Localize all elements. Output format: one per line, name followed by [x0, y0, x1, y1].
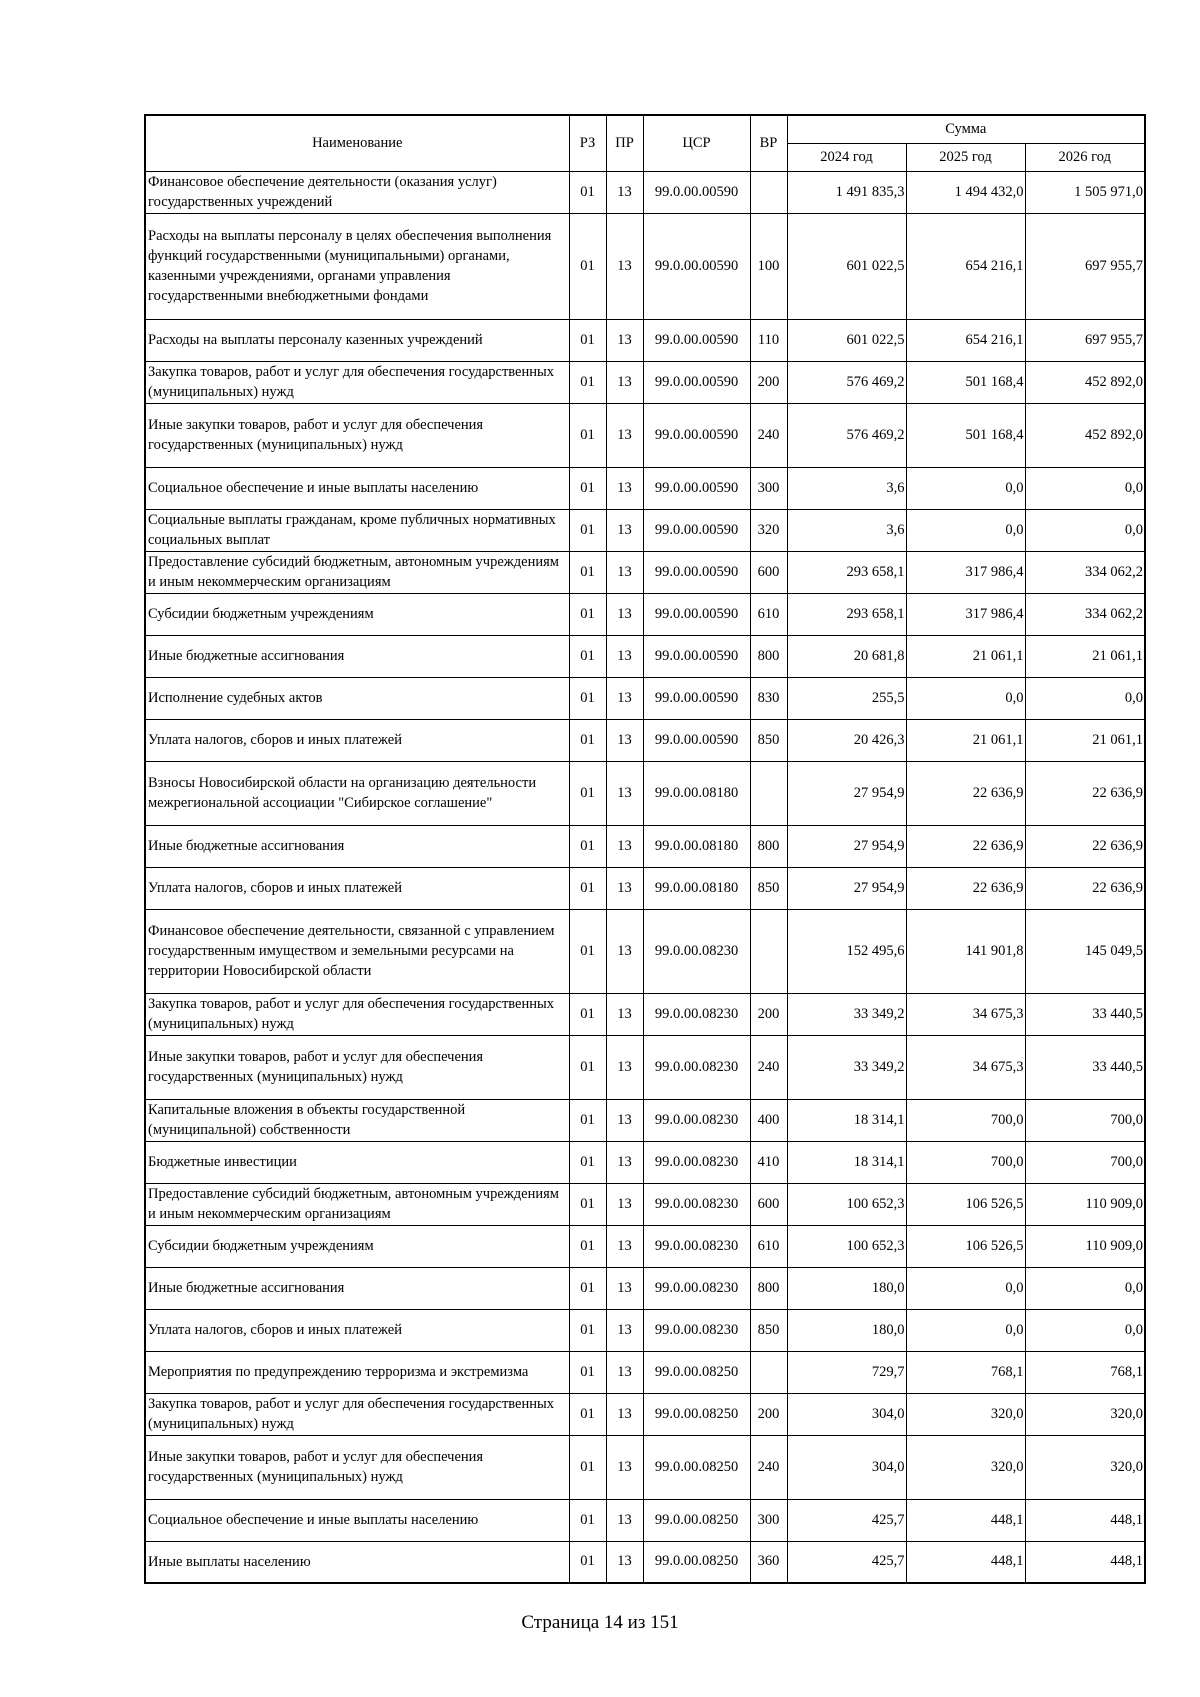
row-rz: 01 [569, 213, 606, 319]
table-row [145, 719, 1145, 761]
row-csr: 99.0.00.08180 [643, 825, 750, 867]
row-vr: 800 [750, 825, 787, 867]
row-pr: 13 [606, 551, 643, 593]
row-name: Исполнение судебных актов [145, 677, 569, 719]
row-sum-2024: 425,7 [787, 1541, 906, 1583]
row-sum-2024: 27 954,9 [787, 825, 906, 867]
table-row [145, 1499, 1145, 1541]
row-csr: 99.0.00.08250 [643, 1541, 750, 1583]
row-name: Социальные выплаты гражданам, кроме публичных нормативных социальных выплат [145, 509, 569, 551]
table-row [145, 171, 1145, 213]
row-vr [750, 761, 787, 825]
row-rz: 01 [569, 867, 606, 909]
row-rz: 01 [569, 551, 606, 593]
row-name: Взносы Новосибирской области на организацию деятельности межрегиональной ассоциации "Сибирское соглашение" [145, 761, 569, 825]
row-sum-2026: 0,0 [1025, 1309, 1145, 1351]
row-vr: 610 [750, 593, 787, 635]
row-sum-2026: 334 062,2 [1025, 593, 1145, 635]
row-rz: 01 [569, 1541, 606, 1583]
row-name: Закупка товаров, работ и услуг для обеспечения государственных (муниципальных) нужд [145, 1393, 569, 1435]
row-sum-2024: 100 652,3 [787, 1225, 906, 1267]
row-pr: 13 [606, 403, 643, 467]
row-csr: 99.0.00.08230 [643, 993, 750, 1035]
row-sum-2024: 180,0 [787, 1267, 906, 1309]
row-sum-2025: 768,1 [906, 1351, 1025, 1393]
row-sum-2026: 145 049,5 [1025, 909, 1145, 993]
row-sum-2024: 33 349,2 [787, 993, 906, 1035]
row-sum-2025: 21 061,1 [906, 635, 1025, 677]
row-sum-2024: 304,0 [787, 1435, 906, 1499]
row-vr: 110 [750, 319, 787, 361]
row-vr: 360 [750, 1541, 787, 1583]
table-row [145, 677, 1145, 719]
row-sum-2024: 18 314,1 [787, 1141, 906, 1183]
row-pr: 13 [606, 1499, 643, 1541]
row-pr: 13 [606, 593, 643, 635]
row-rz: 01 [569, 1099, 606, 1141]
row-vr [750, 1351, 787, 1393]
row-csr: 99.0.00.00590 [643, 361, 750, 403]
row-pr: 13 [606, 1035, 643, 1099]
row-pr: 13 [606, 677, 643, 719]
row-pr: 13 [606, 1141, 643, 1183]
row-vr: 850 [750, 1309, 787, 1351]
row-rz: 01 [569, 1351, 606, 1393]
row-sum-2026: 334 062,2 [1025, 551, 1145, 593]
row-sum-2025: 448,1 [906, 1541, 1025, 1583]
row-name: Иные бюджетные ассигнования [145, 1267, 569, 1309]
row-name: Расходы на выплаты персоналу в целях обеспечения выполнения функций государственными (муниципальными) органами, казенными учреждениями, органами управления государственными внебюджетными фондами [145, 213, 569, 319]
row-sum-2024: 293 658,1 [787, 551, 906, 593]
table-row [145, 551, 1145, 593]
row-vr: 240 [750, 1435, 787, 1499]
row-sum-2025: 0,0 [906, 677, 1025, 719]
row-vr [750, 171, 787, 213]
row-sum-2026: 110 909,0 [1025, 1183, 1145, 1225]
row-pr: 13 [606, 1435, 643, 1499]
header-year-2026: 2026 год [1025, 143, 1145, 171]
row-rz: 01 [569, 361, 606, 403]
row-pr: 13 [606, 1393, 643, 1435]
row-vr: 600 [750, 1183, 787, 1225]
row-pr: 13 [606, 761, 643, 825]
row-pr: 13 [606, 993, 643, 1035]
row-csr: 99.0.00.08250 [643, 1499, 750, 1541]
row-sum-2024: 1 491 835,3 [787, 171, 906, 213]
row-sum-2025: 34 675,3 [906, 1035, 1025, 1099]
row-name: Иные бюджетные ассигнования [145, 825, 569, 867]
row-pr: 13 [606, 719, 643, 761]
table-row [145, 1435, 1145, 1499]
row-name: Финансовое обеспечение деятельности, связанной с управлением государственным имуществом и земельными ресурсами на территории Новосибирской области [145, 909, 569, 993]
row-rz: 01 [569, 403, 606, 467]
budget-table [144, 114, 1146, 1584]
row-csr: 99.0.00.00590 [643, 213, 750, 319]
row-sum-2026: 700,0 [1025, 1141, 1145, 1183]
row-sum-2026: 1 505 971,0 [1025, 171, 1145, 213]
row-csr: 99.0.00.08230 [643, 1099, 750, 1141]
page-number: Страница 14 из 151 [521, 1612, 679, 1633]
row-pr: 13 [606, 1099, 643, 1141]
row-sum-2024: 27 954,9 [787, 867, 906, 909]
table-row [145, 467, 1145, 509]
table-row [145, 319, 1145, 361]
row-sum-2025: 654 216,1 [906, 213, 1025, 319]
row-name: Иные выплаты населению [145, 1541, 569, 1583]
row-sum-2026: 33 440,5 [1025, 993, 1145, 1035]
row-csr: 99.0.00.08230 [643, 1183, 750, 1225]
row-sum-2025: 22 636,9 [906, 867, 1025, 909]
row-rz: 01 [569, 593, 606, 635]
table-row [145, 867, 1145, 909]
row-sum-2025: 700,0 [906, 1141, 1025, 1183]
row-name: Предоставление субсидий бюджетным, автономным учреждениям и иным некоммерческим организациям [145, 1183, 569, 1225]
row-sum-2025: 501 168,4 [906, 361, 1025, 403]
row-pr: 13 [606, 171, 643, 213]
row-pr: 13 [606, 319, 643, 361]
table-row [145, 1351, 1145, 1393]
row-csr: 99.0.00.08230 [643, 1309, 750, 1351]
row-sum-2025: 0,0 [906, 1267, 1025, 1309]
row-sum-2026: 110 909,0 [1025, 1225, 1145, 1267]
row-csr: 99.0.00.08230 [643, 1141, 750, 1183]
row-sum-2026: 768,1 [1025, 1351, 1145, 1393]
row-vr: 800 [750, 635, 787, 677]
row-csr: 99.0.00.00590 [643, 467, 750, 509]
row-sum-2026: 0,0 [1025, 1267, 1145, 1309]
row-csr: 99.0.00.08250 [643, 1393, 750, 1435]
row-sum-2025: 106 526,5 [906, 1225, 1025, 1267]
row-rz: 01 [569, 1035, 606, 1099]
row-name: Уплата налогов, сборов и иных платежей [145, 867, 569, 909]
table-row [145, 1035, 1145, 1099]
row-vr: 830 [750, 677, 787, 719]
row-name: Капитальные вложения в объекты государственной (муниципальной) собственности [145, 1099, 569, 1141]
row-sum-2025: 22 636,9 [906, 825, 1025, 867]
row-sum-2026: 0,0 [1025, 467, 1145, 509]
row-vr: 300 [750, 467, 787, 509]
row-pr: 13 [606, 1267, 643, 1309]
row-vr: 850 [750, 867, 787, 909]
table-row [145, 1267, 1145, 1309]
row-vr: 240 [750, 1035, 787, 1099]
row-sum-2024: 100 652,3 [787, 1183, 906, 1225]
row-vr: 600 [750, 551, 787, 593]
row-rz: 01 [569, 761, 606, 825]
row-rz: 01 [569, 467, 606, 509]
row-sum-2025: 700,0 [906, 1099, 1025, 1141]
row-csr: 99.0.00.08230 [643, 1035, 750, 1099]
row-sum-2026: 22 636,9 [1025, 761, 1145, 825]
row-sum-2025: 1 494 432,0 [906, 171, 1025, 213]
row-rz: 01 [569, 1183, 606, 1225]
row-sum-2024: 601 022,5 [787, 213, 906, 319]
row-sum-2025: 0,0 [906, 509, 1025, 551]
row-sum-2026: 0,0 [1025, 509, 1145, 551]
row-rz: 01 [569, 1309, 606, 1351]
row-rz: 01 [569, 319, 606, 361]
row-sum-2024: 425,7 [787, 1499, 906, 1541]
row-csr: 99.0.00.00590 [643, 403, 750, 467]
row-name: Мероприятия по предупреждению терроризма и экстремизма [145, 1351, 569, 1393]
row-name: Предоставление субсидий бюджетным, автономным учреждениям и иным некоммерческим организациям [145, 551, 569, 593]
row-rz: 01 [569, 719, 606, 761]
header-pr: ПР [606, 115, 643, 171]
row-sum-2024: 601 022,5 [787, 319, 906, 361]
table-row [145, 993, 1145, 1035]
row-sum-2026: 320,0 [1025, 1435, 1145, 1499]
row-vr: 320 [750, 509, 787, 551]
table-row [145, 213, 1145, 319]
row-sum-2024: 20 426,3 [787, 719, 906, 761]
row-csr: 99.0.00.00590 [643, 171, 750, 213]
row-pr: 13 [606, 1309, 643, 1351]
row-pr: 13 [606, 1351, 643, 1393]
row-pr: 13 [606, 361, 643, 403]
row-csr: 99.0.00.08230 [643, 1267, 750, 1309]
row-rz: 01 [569, 1267, 606, 1309]
row-sum-2026: 0,0 [1025, 677, 1145, 719]
row-sum-2024: 304,0 [787, 1393, 906, 1435]
row-sum-2026: 697 955,7 [1025, 213, 1145, 319]
row-sum-2026: 21 061,1 [1025, 635, 1145, 677]
table-row [145, 1393, 1145, 1435]
table-row [145, 593, 1145, 635]
row-vr: 300 [750, 1499, 787, 1541]
row-name: Уплата налогов, сборов и иных платежей [145, 1309, 569, 1351]
row-csr: 99.0.00.00590 [643, 719, 750, 761]
header-csr: ЦСР [643, 115, 750, 171]
table-row [145, 1099, 1145, 1141]
row-rz: 01 [569, 1499, 606, 1541]
row-sum-2026: 452 892,0 [1025, 403, 1145, 467]
row-name: Расходы на выплаты персоналу казенных учреждений [145, 319, 569, 361]
row-sum-2025: 320,0 [906, 1435, 1025, 1499]
row-vr: 410 [750, 1141, 787, 1183]
row-vr [750, 909, 787, 993]
row-sum-2024: 729,7 [787, 1351, 906, 1393]
row-sum-2025: 317 986,4 [906, 551, 1025, 593]
row-rz: 01 [569, 825, 606, 867]
row-sum-2024: 3,6 [787, 467, 906, 509]
row-vr: 200 [750, 1393, 787, 1435]
row-csr: 99.0.00.00590 [643, 593, 750, 635]
table-row [145, 1225, 1145, 1267]
table-row [145, 361, 1145, 403]
row-csr: 99.0.00.08180 [643, 761, 750, 825]
row-pr: 13 [606, 825, 643, 867]
row-csr: 99.0.00.08250 [643, 1435, 750, 1499]
header-vr: ВР [750, 115, 787, 171]
row-sum-2026: 452 892,0 [1025, 361, 1145, 403]
header-name: Наименование [145, 115, 569, 171]
row-name: Бюджетные инвестиции [145, 1141, 569, 1183]
row-name: Иные закупки товаров, работ и услуг для обеспечения государственных (муниципальных) нужд [145, 1035, 569, 1099]
row-pr: 13 [606, 635, 643, 677]
row-sum-2025: 448,1 [906, 1499, 1025, 1541]
row-rz: 01 [569, 635, 606, 677]
row-sum-2024: 255,5 [787, 677, 906, 719]
row-vr: 610 [750, 1225, 787, 1267]
row-csr: 99.0.00.00590 [643, 635, 750, 677]
row-vr: 800 [750, 1267, 787, 1309]
row-name: Закупка товаров, работ и услуг для обеспечения государственных (муниципальных) нужд [145, 993, 569, 1035]
row-pr: 13 [606, 867, 643, 909]
row-name: Иные бюджетные ассигнования [145, 635, 569, 677]
row-vr: 240 [750, 403, 787, 467]
row-csr: 99.0.00.08230 [643, 909, 750, 993]
row-csr: 99.0.00.00590 [643, 551, 750, 593]
row-csr: 99.0.00.08250 [643, 1351, 750, 1393]
row-rz: 01 [569, 171, 606, 213]
table-row [145, 1541, 1145, 1583]
row-pr: 13 [606, 1225, 643, 1267]
row-rz: 01 [569, 993, 606, 1035]
row-rz: 01 [569, 1225, 606, 1267]
row-vr: 400 [750, 1099, 787, 1141]
row-sum-2024: 576 469,2 [787, 403, 906, 467]
table-body [145, 171, 1145, 1583]
row-sum-2024: 33 349,2 [787, 1035, 906, 1099]
table-row [145, 403, 1145, 467]
row-sum-2026: 448,1 [1025, 1541, 1145, 1583]
row-sum-2024: 20 681,8 [787, 635, 906, 677]
row-name: Социальное обеспечение и иные выплаты населению [145, 467, 569, 509]
row-sum-2026: 448,1 [1025, 1499, 1145, 1541]
row-sum-2025: 0,0 [906, 1309, 1025, 1351]
row-vr: 850 [750, 719, 787, 761]
row-sum-2026: 320,0 [1025, 1393, 1145, 1435]
row-sum-2026: 700,0 [1025, 1099, 1145, 1141]
row-csr: 99.0.00.00590 [643, 319, 750, 361]
row-sum-2024: 576 469,2 [787, 361, 906, 403]
row-rz: 01 [569, 677, 606, 719]
row-sum-2024: 293 658,1 [787, 593, 906, 635]
row-csr: 99.0.00.00590 [643, 677, 750, 719]
row-pr: 13 [606, 467, 643, 509]
table-row [145, 761, 1145, 825]
row-sum-2026: 21 061,1 [1025, 719, 1145, 761]
row-rz: 01 [569, 909, 606, 993]
row-pr: 13 [606, 909, 643, 993]
row-pr: 13 [606, 1183, 643, 1225]
row-sum-2025: 0,0 [906, 467, 1025, 509]
row-pr: 13 [606, 1541, 643, 1583]
row-csr: 99.0.00.08230 [643, 1225, 750, 1267]
row-sum-2026: 22 636,9 [1025, 867, 1145, 909]
row-sum-2024: 3,6 [787, 509, 906, 551]
row-rz: 01 [569, 1435, 606, 1499]
row-name: Субсидии бюджетным учреждениям [145, 593, 569, 635]
row-sum-2025: 654 216,1 [906, 319, 1025, 361]
row-name: Финансовое обеспечение деятельности (оказания услуг) государственных учреждений [145, 171, 569, 213]
row-sum-2024: 180,0 [787, 1309, 906, 1351]
row-sum-2024: 27 954,9 [787, 761, 906, 825]
header-year-2024: 2024 год [787, 143, 906, 171]
row-sum-2025: 501 168,4 [906, 403, 1025, 467]
row-name: Иные закупки товаров, работ и услуг для обеспечения государственных (муниципальных) нужд [145, 1435, 569, 1499]
table-row [145, 909, 1145, 993]
row-sum-2025: 21 061,1 [906, 719, 1025, 761]
row-vr: 200 [750, 361, 787, 403]
row-name: Социальное обеспечение и иные выплаты населению [145, 1499, 569, 1541]
table-row [145, 825, 1145, 867]
header-year-2025: 2025 год [906, 143, 1025, 171]
row-sum-2026: 22 636,9 [1025, 825, 1145, 867]
row-rz: 01 [569, 1393, 606, 1435]
row-sum-2025: 317 986,4 [906, 593, 1025, 635]
row-sum-2026: 33 440,5 [1025, 1035, 1145, 1099]
row-sum-2025: 34 675,3 [906, 993, 1025, 1035]
row-sum-2026: 697 955,7 [1025, 319, 1145, 361]
row-name: Уплата налогов, сборов и иных платежей [145, 719, 569, 761]
table-row [145, 1309, 1145, 1351]
row-sum-2025: 320,0 [906, 1393, 1025, 1435]
table-row [145, 1141, 1145, 1183]
row-name: Субсидии бюджетным учреждениям [145, 1225, 569, 1267]
row-sum-2025: 141 901,8 [906, 909, 1025, 993]
header-rz: РЗ [569, 115, 606, 171]
row-sum-2025: 22 636,9 [906, 761, 1025, 825]
header-sum: Сумма [787, 115, 1145, 143]
row-vr: 100 [750, 213, 787, 319]
row-csr: 99.0.00.00590 [643, 509, 750, 551]
row-csr: 99.0.00.08180 [643, 867, 750, 909]
row-rz: 01 [569, 1141, 606, 1183]
row-sum-2024: 152 495,6 [787, 909, 906, 993]
row-sum-2025: 106 526,5 [906, 1183, 1025, 1225]
table-row [145, 635, 1145, 677]
table-row [145, 509, 1145, 551]
row-name: Иные закупки товаров, работ и услуг для обеспечения государственных (муниципальных) нужд [145, 403, 569, 467]
table-row [145, 1183, 1145, 1225]
row-sum-2024: 18 314,1 [787, 1099, 906, 1141]
row-rz: 01 [569, 509, 606, 551]
row-pr: 13 [606, 213, 643, 319]
row-name: Закупка товаров, работ и услуг для обеспечения государственных (муниципальных) нужд [145, 361, 569, 403]
row-pr: 13 [606, 509, 643, 551]
row-vr: 200 [750, 993, 787, 1035]
